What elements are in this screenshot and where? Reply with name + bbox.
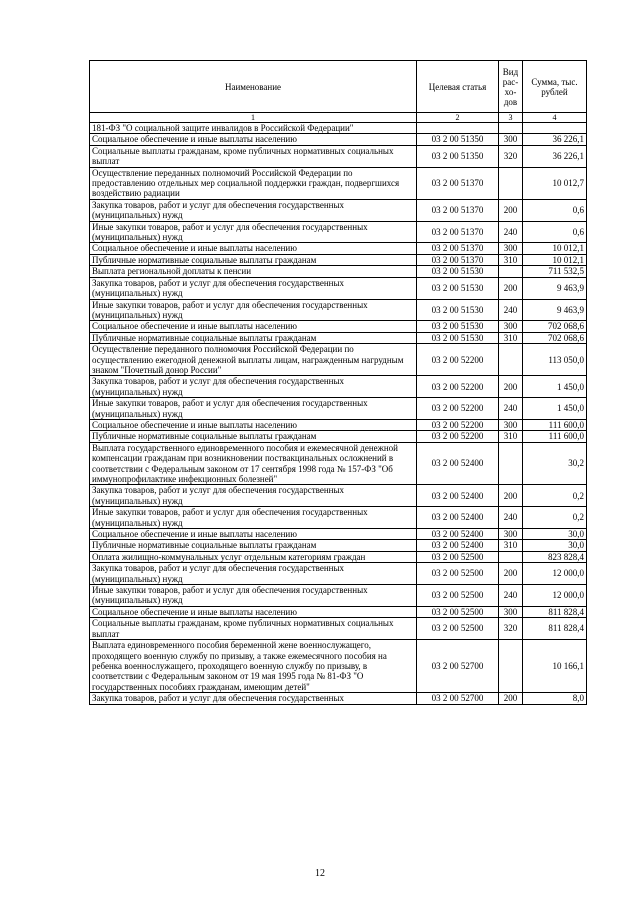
row-amount: 0,2	[523, 507, 587, 529]
table-row	[90, 344, 587, 376]
row-target-article: 03 2 00 52200	[417, 376, 499, 398]
table-row	[90, 243, 587, 254]
row-name: Социальное обеспечение и иные выплаты населению	[90, 606, 417, 617]
header-row	[90, 61, 587, 113]
row-target-article: 03 2 00 52500	[417, 606, 499, 617]
row-expense-type: 310	[499, 540, 523, 551]
row-expense-type: 320	[499, 145, 523, 167]
row-amount: 702 068,6	[523, 332, 587, 343]
row-target-article: 03 2 00 51370	[417, 199, 499, 221]
row-amount: 111 600,0	[523, 419, 587, 430]
row-expense-type	[499, 442, 523, 485]
row-expense-type: 200	[499, 485, 523, 507]
row-expense-type: 300	[499, 606, 523, 617]
row-amount: 10 012,7	[523, 167, 587, 199]
table-row	[90, 332, 587, 343]
row-name: Осуществление переданного полномочия Российской Федерации по осуществлению ежегодной денежной выплаты лицам, награжденным нагрудным знаком "Почетный донор России"	[90, 344, 417, 376]
table-row	[90, 123, 587, 134]
row-target-article: 03 2 00 51530	[417, 321, 499, 332]
document-page	[89, 60, 586, 705]
table-row	[90, 321, 587, 332]
row-name: Выплата региональной доплаты к пенсии	[90, 266, 417, 277]
table-row	[90, 585, 587, 607]
row-name: Социальные выплаты гражданам, кроме публичных нормативных социальных выплат	[90, 145, 417, 167]
table-row	[90, 507, 587, 529]
row-amount: 12 000,0	[523, 585, 587, 607]
row-target-article: 03 2 00 51530	[417, 277, 499, 299]
row-amount: 702 068,6	[523, 321, 587, 332]
row-amount: 113 050,0	[523, 344, 587, 376]
table-row	[90, 693, 587, 704]
row-expense-type	[499, 266, 523, 277]
row-amount: 36 226,1	[523, 145, 587, 167]
row-amount: 0,2	[523, 485, 587, 507]
row-target-article: 03 2 00 51370	[417, 167, 499, 199]
table-row	[90, 376, 587, 398]
row-name: Социальное обеспечение и иные выплаты населению	[90, 321, 417, 332]
row-amount: 10 166,1	[523, 640, 587, 693]
table-header	[90, 61, 587, 123]
row-amount: 10 012,1	[523, 254, 587, 265]
row-amount: 1 450,0	[523, 376, 587, 398]
row-target-article: 03 2 00 51530	[417, 299, 499, 321]
table-row	[90, 563, 587, 585]
table-row	[90, 254, 587, 265]
row-amount: 10 012,1	[523, 243, 587, 254]
header-number: 3	[499, 113, 523, 123]
row-name: Социальное обеспечение и иные выплаты населению	[90, 134, 417, 145]
row-amount: 111 600,0	[523, 431, 587, 442]
row-name: Социальное обеспечение и иные выплаты населению	[90, 419, 417, 430]
row-target-article: 03 2 00 51350	[417, 134, 499, 145]
row-expense-type: 310	[499, 254, 523, 265]
row-expense-type: 200	[499, 693, 523, 704]
table-row	[90, 145, 587, 167]
row-target-article: 03 2 00 52200	[417, 419, 499, 430]
row-name: Публичные нормативные социальные выплаты гражданам	[90, 540, 417, 551]
row-amount: 12 000,0	[523, 563, 587, 585]
table-row	[90, 167, 587, 199]
table-row	[90, 299, 587, 321]
row-expense-type: 310	[499, 332, 523, 343]
header-vid: Вид рас-хо-дов	[499, 61, 523, 113]
row-amount: 30,2	[523, 442, 587, 485]
row-target-article: 03 2 00 52700	[417, 640, 499, 693]
row-target-article: 03 2 00 51370	[417, 243, 499, 254]
row-target-article: 03 2 00 52200	[417, 344, 499, 376]
table-body	[90, 123, 587, 705]
row-name: Иные закупки товаров, работ и услуг для обеспечения государственных (муниципальных) нужд	[90, 507, 417, 529]
table-row	[90, 551, 587, 562]
row-expense-type: 300	[499, 243, 523, 254]
row-name: Выплата государственного единовременного пособия и ежемесячной денежной компенсации гражданам при возникновении поствакцинальных осложнений в соответствии с Федеральным законом от 17 сентября 1998 года № 157-ФЗ "Об иммунопрофилактике инфекционных болезней"	[90, 442, 417, 485]
row-name: Публичные нормативные социальные выплаты гражданам	[90, 254, 417, 265]
table-row	[90, 640, 587, 693]
row-target-article: 03 2 00 52500	[417, 563, 499, 585]
table-row	[90, 529, 587, 540]
header-number: 1	[90, 113, 417, 123]
header-number-row	[90, 113, 587, 123]
table-row	[90, 442, 587, 485]
row-expense-type: 200	[499, 277, 523, 299]
table-row	[90, 540, 587, 551]
row-amount: 0,6	[523, 199, 587, 221]
row-target-article: 03 2 00 51370	[417, 254, 499, 265]
row-expense-type: 310	[499, 431, 523, 442]
header-article: Целевая статья	[417, 61, 499, 113]
row-name: Выплата единовременного пособия беременной жене военнослужащего, проходящего военную службу по призыву, а также ежемесячного пособия на ребенка военнослужащего, проходящего военную службу по призыву, в соответствии с Федеральным законом от 19 мая 1995 года № 81-ФЗ "О государственных пособиях гражданам, имеющим детей"	[90, 640, 417, 693]
row-target-article: 03 2 00 52500	[417, 618, 499, 640]
row-amount: 711 532,5	[523, 266, 587, 277]
row-name: Публичные нормативные социальные выплаты гражданам	[90, 332, 417, 343]
row-amount: 36 226,1	[523, 134, 587, 145]
table-row	[90, 485, 587, 507]
row-target-article: 03 2 00 52700	[417, 693, 499, 704]
table-row	[90, 199, 587, 221]
row-name: Иные закупки товаров, работ и услуг для обеспечения государственных (муниципальных) нужд	[90, 398, 417, 420]
row-target-article: 03 2 00 52500	[417, 585, 499, 607]
row-expense-type: 300	[499, 321, 523, 332]
row-name: Закупка товаров, работ и услуг для обеспечения государственных (муниципальных) нужд	[90, 563, 417, 585]
row-amount: 30,0	[523, 540, 587, 551]
row-expense-type	[499, 551, 523, 562]
row-target-article: 03 2 00 52400	[417, 529, 499, 540]
row-name: Закупка товаров, работ и услуг для обеспечения государственных	[90, 693, 417, 704]
row-target-article: 03 2 00 51530	[417, 332, 499, 343]
row-amount: 30,0	[523, 529, 587, 540]
row-expense-type: 240	[499, 585, 523, 607]
row-target-article	[417, 123, 499, 134]
row-expense-type	[499, 344, 523, 376]
table-row	[90, 266, 587, 277]
header-sum: Сумма, тыс. рублей	[523, 61, 587, 113]
row-amount: 9 463,9	[523, 299, 587, 321]
row-expense-type: 240	[499, 507, 523, 529]
row-name: Оплата жилищно-коммунальных услуг отдельным категориям граждан	[90, 551, 417, 562]
row-expense-type: 200	[499, 563, 523, 585]
table-row	[90, 431, 587, 442]
row-amount	[523, 123, 587, 134]
row-name: Закупка товаров, работ и услуг для обеспечения государственных (муниципальных) нужд	[90, 485, 417, 507]
row-expense-type: 200	[499, 199, 523, 221]
header-name: Наименование	[90, 61, 417, 113]
row-target-article: 03 2 00 52400	[417, 442, 499, 485]
table-row	[90, 606, 587, 617]
row-name: Осуществление переданных полномочий Российской Федерации по предоставлению отдельных мер социальной поддержки граждан, подвергшихся воздействию радиации	[90, 167, 417, 199]
row-name: Публичные нормативные социальные выплаты гражданам	[90, 431, 417, 442]
row-expense-type: 300	[499, 529, 523, 540]
table-row	[90, 419, 587, 430]
row-expense-type: 300	[499, 419, 523, 430]
row-expense-type	[499, 640, 523, 693]
row-name: Социальное обеспечение и иные выплаты населению	[90, 243, 417, 254]
table-row	[90, 618, 587, 640]
row-expense-type: 300	[499, 134, 523, 145]
row-target-article: 03 2 00 52200	[417, 398, 499, 420]
row-target-article: 03 2 00 51350	[417, 145, 499, 167]
row-name: 181-ФЗ "О социальной защите инвалидов в Российской Федерации"	[90, 123, 417, 134]
page-number: 12	[315, 868, 325, 879]
row-target-article: 03 2 00 52500	[417, 551, 499, 562]
row-target-article: 03 2 00 52400	[417, 540, 499, 551]
header-number: 4	[523, 113, 587, 123]
row-name: Иные закупки товаров, работ и услуг для обеспечения государственных (муниципальных) нужд	[90, 299, 417, 321]
budget-table	[89, 60, 587, 705]
row-target-article: 03 2 00 52400	[417, 485, 499, 507]
table-row	[90, 221, 587, 243]
table-row	[90, 134, 587, 145]
row-amount: 1 450,0	[523, 398, 587, 420]
row-expense-type: 240	[499, 398, 523, 420]
row-amount: 811 828,4	[523, 618, 587, 640]
row-name: Иные закупки товаров, работ и услуг для обеспечения государственных (муниципальных) нужд	[90, 585, 417, 607]
row-amount: 811 828,4	[523, 606, 587, 617]
row-name: Закупка товаров, работ и услуг для обеспечения государственных (муниципальных) нужд	[90, 277, 417, 299]
row-amount: 823 828,4	[523, 551, 587, 562]
row-name: Социальное обеспечение и иные выплаты населению	[90, 529, 417, 540]
header-number: 2	[417, 113, 499, 123]
row-amount: 9 463,9	[523, 277, 587, 299]
row-amount: 8,0	[523, 693, 587, 704]
row-expense-type: 240	[499, 221, 523, 243]
row-name: Социальные выплаты гражданам, кроме публичных нормативных социальных выплат	[90, 618, 417, 640]
row-target-article: 03 2 00 52400	[417, 507, 499, 529]
row-expense-type: 320	[499, 618, 523, 640]
row-expense-type	[499, 167, 523, 199]
row-expense-type: 240	[499, 299, 523, 321]
row-name: Иные закупки товаров, работ и услуг для обеспечения государственных (муниципальных) нужд	[90, 221, 417, 243]
table-row	[90, 398, 587, 420]
row-name: Закупка товаров, работ и услуг для обеспечения государственных (муниципальных) нужд	[90, 199, 417, 221]
row-expense-type	[499, 123, 523, 134]
table-row	[90, 277, 587, 299]
row-target-article: 03 2 00 51530	[417, 266, 499, 277]
row-name: Закупка товаров, работ и услуг для обеспечения государственных (муниципальных) нужд	[90, 376, 417, 398]
row-target-article: 03 2 00 51370	[417, 221, 499, 243]
row-expense-type: 200	[499, 376, 523, 398]
row-target-article: 03 2 00 52200	[417, 431, 499, 442]
row-amount: 0,6	[523, 221, 587, 243]
